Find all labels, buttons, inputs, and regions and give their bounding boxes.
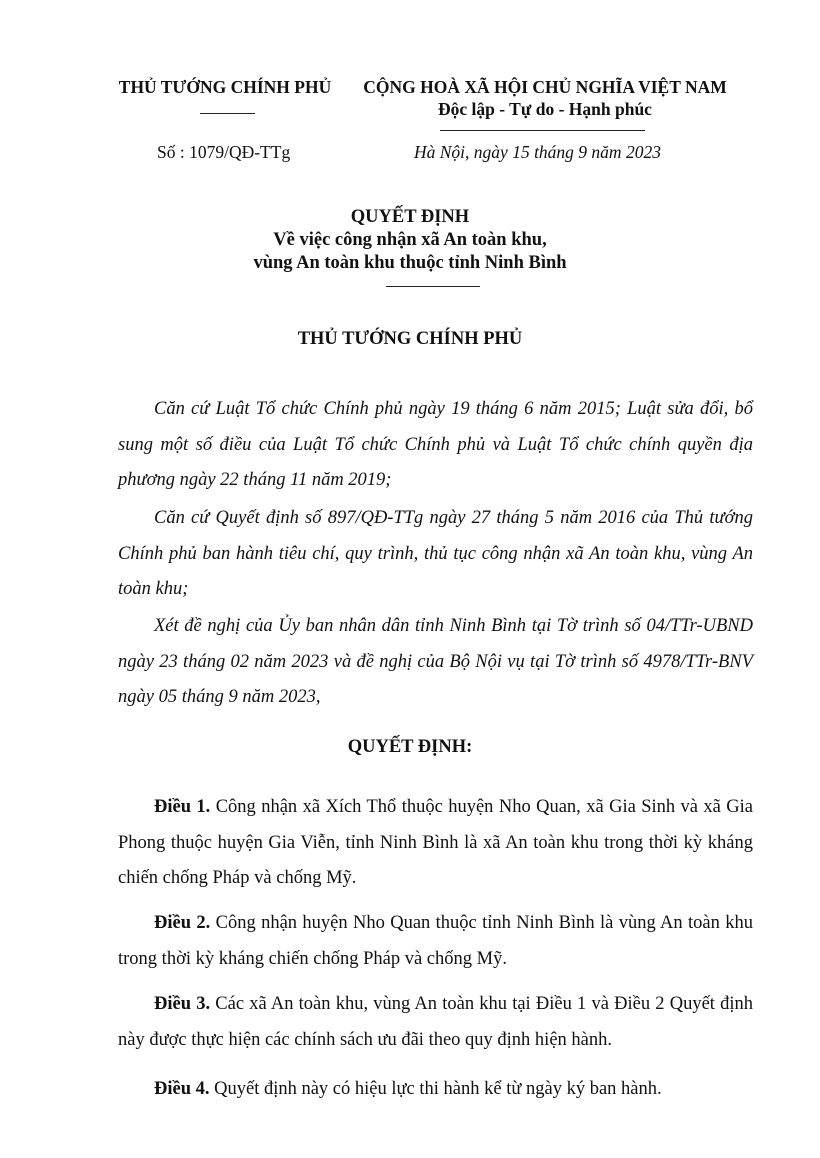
article-3 xyxy=(118,987,753,1058)
document-type: QUYẾT ĐỊNH xyxy=(350,207,470,227)
preamble-paragraph-1: Căn cứ Luật Tổ chức Chính phủ ngày 19 tháng 6 năm 2015; Luật sửa đổi, bổ sung một số điều của Luật Tổ chức Chính phủ và Luật Tổ chức chính quyền địa phương ngày 22 tháng 11 năm 2019; xyxy=(118,399,753,490)
article-label: Điều 2. xyxy=(154,913,211,933)
document-number: Số : 1079/QĐ-TTg xyxy=(157,142,291,162)
motto-underline xyxy=(440,130,645,131)
document-subject-line-2: vùng An toàn khu thuộc tỉnh Ninh Bình xyxy=(253,253,567,273)
article-label: Điều 4. xyxy=(154,1079,210,1099)
preamble-paragraph-2: Căn cứ Quyết định số 897/QĐ-TTg ngày 27 tháng 5 năm 2016 của Thủ tướng Chính phủ ban hành tiêu chí, quy trình, thủ tục công nhận xã An toàn khu, vùng An toàn khu; xyxy=(118,508,753,599)
agency-underline xyxy=(200,113,255,114)
article-text: Công nhận xã Xích Thổ thuộc huyện Nho Quan, xã Gia Sinh và xã Gia Phong thuộc huyện Gia Viễn, tỉnh Ninh Bình là xã An toàn khu trong thời kỳ kháng chiến chống Pháp và chống Mỹ. xyxy=(118,797,754,888)
article-label: Điều 1. xyxy=(154,797,211,817)
article-1 xyxy=(118,790,753,897)
preamble-paragraph-3: Xét đề nghị của Ủy ban nhân dân tỉnh Ninh Bình tại Tờ trình số 04/TTr-UBND ngày 23 tháng 02 năm 2023 và đề nghị của Bộ Nội vụ tại Tờ trình số 4978/TTr-BNV ngày 05 tháng 9 năm 2023, xyxy=(118,616,753,707)
article-text: Công nhận huyện Nho Quan thuộc tỉnh Ninh Bình là vùng An toàn khu trong thời kỳ kháng chiến chống Pháp và chống Mỹ. xyxy=(118,913,753,969)
article-text: Quyết định này có hiệu lực thi hành kể từ ngày ký ban hành. xyxy=(209,1079,662,1099)
article-label: Điều 3. xyxy=(154,994,211,1014)
article-4 xyxy=(118,1072,753,1108)
national-title: CỘNG HOÀ XÃ HỘI CHỦ NGHĨA VIỆT NAM xyxy=(363,77,727,97)
document-subject-line-1: Về việc công nhận xã An toàn khu, xyxy=(273,230,547,250)
decision-heading: QUYẾT ĐỊNH: xyxy=(347,737,473,757)
article-text: Các xã An toàn khu, vùng An toàn khu tại Điều 1 và Điều 2 Quyết định này được thực hiện các chính sách ưu đãi theo quy định hiện hành. xyxy=(118,994,753,1050)
title-underline xyxy=(386,286,480,287)
article-2 xyxy=(118,906,753,977)
authority-heading: THỦ TƯỚNG CHÍNH PHỦ xyxy=(297,329,523,349)
place-and-date: Hà Nội, ngày 15 tháng 9 năm 2023 xyxy=(414,142,661,162)
national-motto: Độc lập - Tự do - Hạnh phúc xyxy=(438,99,652,119)
issuing-agency: THỦ TƯỚNG CHÍNH PHỦ xyxy=(118,77,332,97)
